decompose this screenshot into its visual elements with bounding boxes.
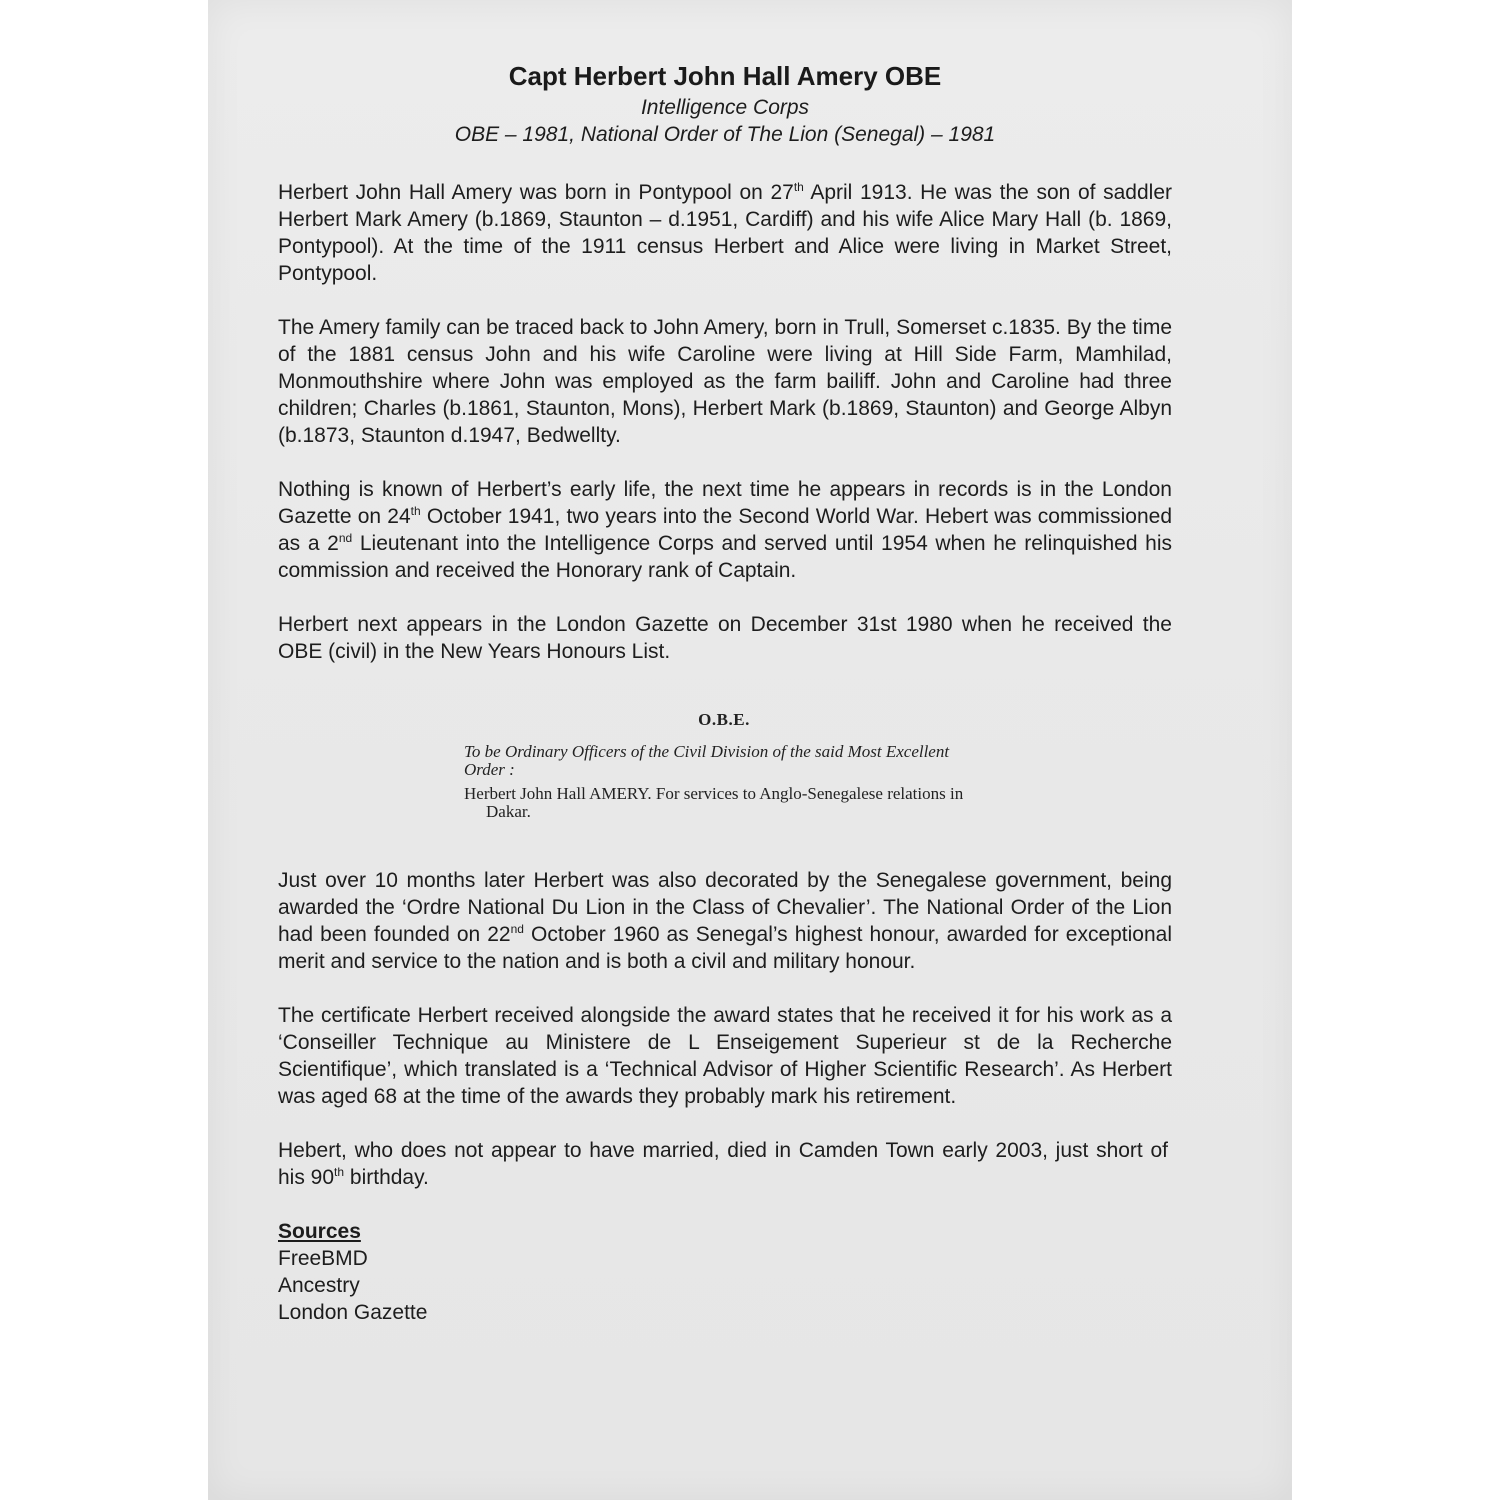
corps-subtitle: Intelligence Corps	[640, 96, 810, 119]
paragraph-senegal: Just over 10 months later Herbert was also decorated by the Senegalese government, being awarded the ‘Ordre National Du Lion in the Class of Chevalier’. The National Order of the Lion had been founded on 22nd October 1960 as Senegal’s highest honour, awarded for exceptional merit and service to the nation and is both a civil and military honour.	[278, 869, 1173, 973]
sources-section	[278, 1218, 1172, 1326]
awards-subtitle: OBE – 1981, National Order of The Lion (Senegal) – 1981	[454, 123, 996, 146]
gazette-clipping	[464, 711, 984, 821]
clipping-intro: To be Ordinary Officers of the Civil Division of the said Most Excellent Order :	[464, 742, 950, 779]
paragraph-obe: Herbert next appears in the London Gazette on December 31st 1980 when he received the OBE (civil) in the New Years Honours List.	[278, 613, 1172, 663]
source-item: London Gazette	[278, 1301, 428, 1324]
paragraph-family: The Amery family can be traced back to John Amery, born in Trull, Somerset c.1835. By the time of the 1881 census John and his wife Caroline were living at Hill Side Farm, Mamhilad, Monmouthshire where John was employed as the farm bailiff. John and Caroline had three children; Charles (b.1861, Staunton, Mons), Herbert Mark (b.1869, Staunton) and George Albyn (b.1873, Staunton d.1947, Bedwellty.	[278, 316, 1172, 447]
paragraph-birth: Herbert John Hall Amery was born in Pontypool on 27th April 1913. He was the son of saddler Herbert Mark Amery (b.1869, Staunton – d.1951, Cardiff) and his wife Alice Mary Hall (b. 1869, Pontypool). At the time of the 1911 census Herbert and Alice were living in Market Street, Pontypool.	[278, 180, 1172, 285]
source-item: Ancestry	[278, 1274, 360, 1297]
document-title: Capt Herbert John Hall Amery OBE	[508, 61, 942, 91]
paragraph-death: Hebert, who does not appear to have married, died in Camden Town early 2003, just short of his 90th birthday.	[278, 1139, 1168, 1189]
document-body	[278, 58, 1172, 1326]
sources-heading: Sources	[278, 1220, 361, 1243]
paragraph-early-life: Nothing is known of Herbert’s early life, the next time he appears in records is in the London Gazette on 24th October 1941, two years into the Second World War. Hebert was commissioned as a 2nd Lieutenant into the Intelligence Corps and served until 1954 when he relinquished his commission and received the Honorary rank of Captain.	[278, 478, 1172, 582]
clipping-heading: O.B.E.	[698, 710, 750, 729]
clipping-entry: Herbert John Hall AMERY. For services to Anglo-Senegalese relations in Dakar.	[464, 784, 964, 821]
paragraph-certificate: The certificate Herbert received alongside the award states that he received it for his work as a ‘Conseiller Technique au Ministere de L Enseigement Superieur st de la Recherche Scientifique’, which translated is a ‘Technical Advisor of Higher Scientific Research’. As Herbert was aged 68 at the time of the awards they probably mark his retirement.	[278, 1004, 1172, 1108]
source-item: FreeBMD	[278, 1247, 368, 1270]
